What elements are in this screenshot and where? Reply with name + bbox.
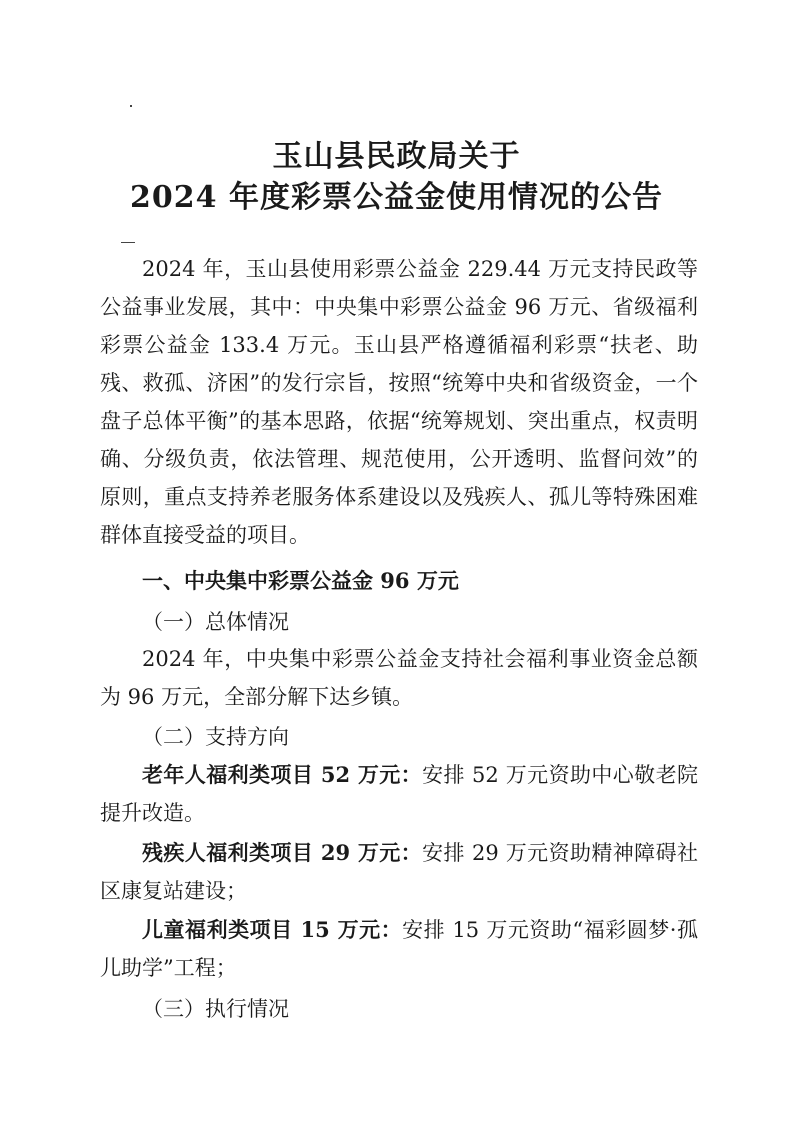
item1-paragraph xyxy=(100,756,698,832)
support-item-elderly xyxy=(100,756,698,832)
intro-paragraph xyxy=(100,250,698,554)
item3-text: 安排 15 万元资助“福彩圆梦·孤儿助学”工程； xyxy=(100,918,698,980)
item1-text: 安排 52 万元资助中心敬老院提升改造。 xyxy=(100,763,698,825)
subsection-1-heading xyxy=(100,603,698,641)
item1-label: 老年人福利类项目 52 万元： xyxy=(142,762,423,787)
intro-text: 2024 年，玉山县使用彩票公益金 229.44 万元支持民政等公益事业发展，其中：中央集中彩票公益金 96 万元、省级福利彩票公益金 133.4 万元。玉山县严格遵循福利彩票“扶老、助残、救孤、济困”的发行宗旨，按照“统筹中央和省级资金，一个盘子总体平衡”的基本思路，依据“统筹规划、突出重点，权责明确、分级负责，依法管理、规范使用，公开透明、监督问效”的原则，重点支持养老服务体系建设以及残疾人、孤儿等特殊困难群体直接受益的项目。 xyxy=(100,257,698,547)
title-line-1: 玉山县民政局关于 xyxy=(272,139,521,174)
sub2-heading: （二）支持方向 xyxy=(142,725,289,749)
sub3-heading: （三）执行情况 xyxy=(142,997,289,1021)
sub1-text: 2024 年，中央集中彩票公益金支持社会福利事业资金总额为 96 万元，全部分解下达乡镇。 xyxy=(100,647,698,709)
item3-label: 儿童福利类项目 15 万元： xyxy=(142,917,403,942)
title-line-2: 2024 年度彩票公益金使用情况的公告 xyxy=(130,180,663,215)
support-item-children xyxy=(100,911,698,987)
subsection-2-heading xyxy=(100,718,698,756)
sub1-heading: （一）总体情况 xyxy=(142,610,289,634)
support-item-disabled xyxy=(100,834,698,910)
item2-paragraph xyxy=(100,834,698,910)
item2-text: 安排 29 万元资助精神障碍社区康复站建设； xyxy=(100,841,698,903)
scan-mark xyxy=(121,242,135,243)
section1-heading: 一、中央集中彩票公益金 96 万元 xyxy=(142,568,459,593)
section-1 xyxy=(100,562,698,600)
subsection-3-heading xyxy=(100,990,698,1028)
scan-speck xyxy=(130,105,132,107)
item3-paragraph xyxy=(100,911,698,987)
item2-label: 残疾人福利类项目 29 万元： xyxy=(142,840,423,865)
subsection-1-body xyxy=(100,640,698,716)
